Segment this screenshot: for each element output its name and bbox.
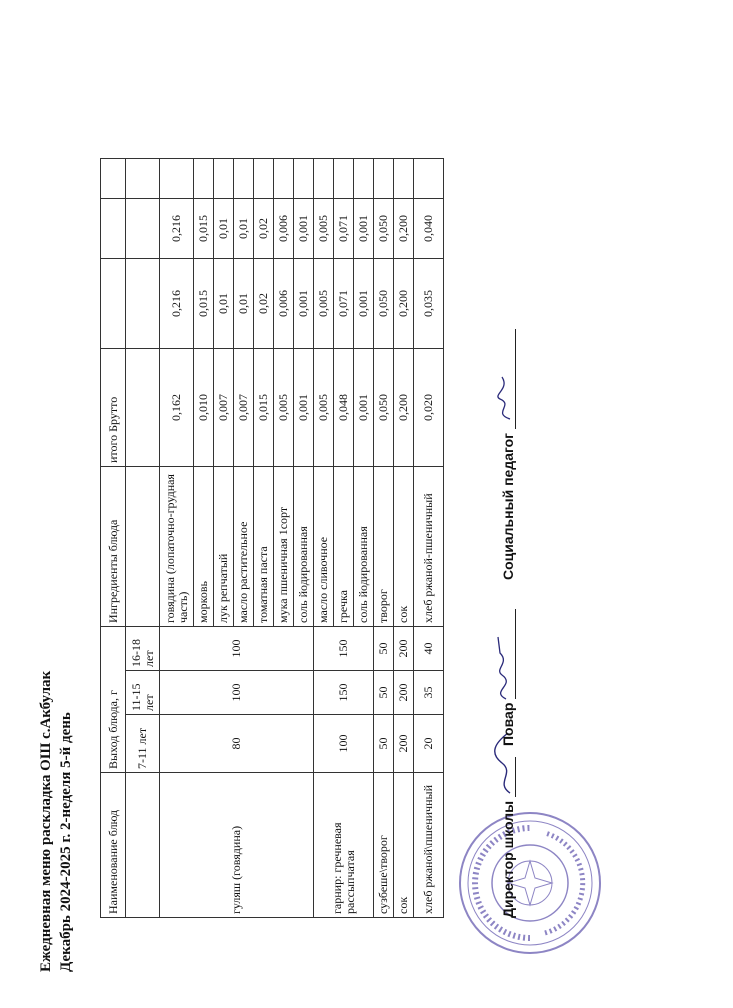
dish-output-7-11: 200 [394, 715, 414, 773]
brutto-7-11: 0,007 [234, 349, 254, 467]
dish-name: гарнир: гречневая рассыпчатая [314, 773, 374, 918]
brutto-16-18: 0,040 [414, 199, 444, 259]
brutto-11-15: 0,01 [234, 259, 254, 349]
brutto-11-15: 0,005 [314, 259, 334, 349]
brutto-16-18: 0,001 [354, 199, 374, 259]
empty-cell [194, 159, 214, 199]
brutto-11-15: 0,050 [374, 259, 394, 349]
brutto-16-18: 0,001 [294, 199, 314, 259]
dish-output-7-11: 50 [374, 715, 394, 773]
brutto-11-15: 0,001 [294, 259, 314, 349]
dish-output-16-18: 200 [394, 627, 414, 671]
brutto-7-11: 0,020 [414, 349, 444, 467]
ingredient-name: мука пшеничная 1сорт [274, 467, 294, 627]
dish-output-16-18: 150 [314, 627, 374, 671]
header-output: Выход блюда, г [101, 627, 126, 773]
brutto-7-11: 0,200 [394, 349, 414, 467]
brutto-7-11: 0,005 [274, 349, 294, 467]
brutto-11-15: 0,035 [414, 259, 444, 349]
header-age-11-15: 11-15 лет [126, 671, 160, 715]
ingredient-name: творог [374, 467, 394, 627]
empty-cell [394, 159, 414, 199]
brutto-11-15: 0,02 [254, 259, 274, 349]
dish-output-11-15: 50 [374, 671, 394, 715]
empty-cell [374, 159, 394, 199]
empty-cell [414, 159, 444, 199]
brutto-7-11: 0,005 [314, 349, 334, 467]
empty-cell [294, 159, 314, 199]
empty-cell [254, 159, 274, 199]
header-empty [101, 259, 126, 349]
social-pedagogue-signature [500, 329, 516, 580]
ingredient-name: сок [394, 467, 414, 627]
brutto-16-18: 0,01 [214, 199, 234, 259]
brutto-11-15: 0,006 [274, 259, 294, 349]
dish-output-11-15: 200 [394, 671, 414, 715]
empty-cell [234, 159, 254, 199]
brutto-7-11: 0,015 [254, 349, 274, 467]
ingredient-name: морковь [194, 467, 214, 627]
ingredient-name: томатная паста [254, 467, 274, 627]
header-empty [126, 199, 160, 259]
empty-cell [334, 159, 354, 199]
menu-table [100, 158, 444, 918]
dish-output-7-11: 80 [160, 715, 314, 773]
brutto-16-18: 0,01 [234, 199, 254, 259]
header-empty [101, 199, 126, 259]
brutto-11-15: 0,015 [194, 259, 214, 349]
dish-output-16-18: 50 [374, 627, 394, 671]
cook-label: Повар [500, 702, 516, 746]
social-pedagogue-label: Социальный педагог [500, 432, 516, 580]
brutto-16-18: 0,071 [334, 199, 354, 259]
header-dish: Наименование блюд [101, 773, 126, 918]
ingredient-name: хлеб ржаной-пшеничный [414, 467, 444, 627]
header-age-16-18: 16-18 лет [126, 627, 160, 671]
brutto-7-11: 0,050 [374, 349, 394, 467]
header-empty [126, 259, 160, 349]
brutto-16-18: 0,050 [374, 199, 394, 259]
dish-name: гуляш (говядина) [160, 773, 314, 918]
ingredient-name: масло растительное [234, 467, 254, 627]
brutto-7-11: 0,048 [334, 349, 354, 467]
header-empty [101, 159, 126, 199]
brutto-7-11: 0,010 [194, 349, 214, 467]
ingredient-name: масло сливочное [314, 467, 334, 627]
header-empty [126, 773, 160, 918]
empty-cell [160, 159, 194, 199]
brutto-7-11: 0,001 [354, 349, 374, 467]
ingredient-name: гречка [334, 467, 354, 627]
header-total-brutto: итого Брутто [101, 349, 126, 467]
dish-output-11-15: 150 [314, 671, 374, 715]
brutto-11-15: 0,200 [394, 259, 414, 349]
dish-name: хлеб ржаной\пшеничный [414, 773, 444, 918]
brutto-16-18: 0,216 [160, 199, 194, 259]
dish-name: сок [394, 773, 414, 918]
brutto-16-18: 0,02 [254, 199, 274, 259]
brutto-11-15: 0,216 [160, 259, 194, 349]
header-empty [126, 159, 160, 199]
header-empty [126, 467, 160, 627]
header-ingredients: Ингредиенты блюда [101, 467, 126, 627]
empty-cell [354, 159, 374, 199]
brutto-7-11: 0,007 [214, 349, 234, 467]
dish-output-7-11: 100 [314, 715, 374, 773]
dish-name: сузбеше\творог [374, 773, 394, 918]
brutto-16-18: 0,015 [194, 199, 214, 259]
ingredient-name: соль йодированная [354, 467, 374, 627]
social-pedagogue-handwritten-signature-icon [488, 373, 518, 423]
ingredient-name: соль йодированная [294, 467, 314, 627]
document-subtitle: Декабрь 2024-2025 г. 2-неделя 5-й день [58, 712, 74, 972]
dish-output-11-15: 100 [160, 671, 314, 715]
brutto-16-18: 0,006 [274, 199, 294, 259]
brutto-11-15: 0,071 [334, 259, 354, 349]
empty-cell [214, 159, 234, 199]
header-age-7-11: 7-11 лет [126, 715, 160, 773]
school-stamp-icon [455, 808, 605, 958]
header-empty [126, 349, 160, 467]
dish-output-11-15: 35 [414, 671, 444, 715]
dish-output-16-18: 40 [414, 627, 444, 671]
brutto-7-11: 0,001 [294, 349, 314, 467]
document-title: Ежедневная меню раскладка ОШ с.Акбулак [38, 670, 54, 972]
brutto-16-18: 0,005 [314, 199, 334, 259]
dish-output-16-18: 100 [160, 627, 314, 671]
brutto-7-11: 0,162 [160, 349, 194, 467]
director-label: Директор школы [500, 800, 516, 918]
ingredient-name: лук репчатый [214, 467, 234, 627]
ingredient-name: говядина (лопаточно-грудная часть) [160, 467, 194, 627]
brutto-11-15: 0,01 [214, 259, 234, 349]
dish-output-7-11: 20 [414, 715, 444, 773]
empty-cell [314, 159, 334, 199]
empty-cell [274, 159, 294, 199]
cook-handwritten-signature-icon [488, 633, 518, 703]
brutto-11-15: 0,001 [354, 259, 374, 349]
brutto-16-18: 0,200 [394, 199, 414, 259]
